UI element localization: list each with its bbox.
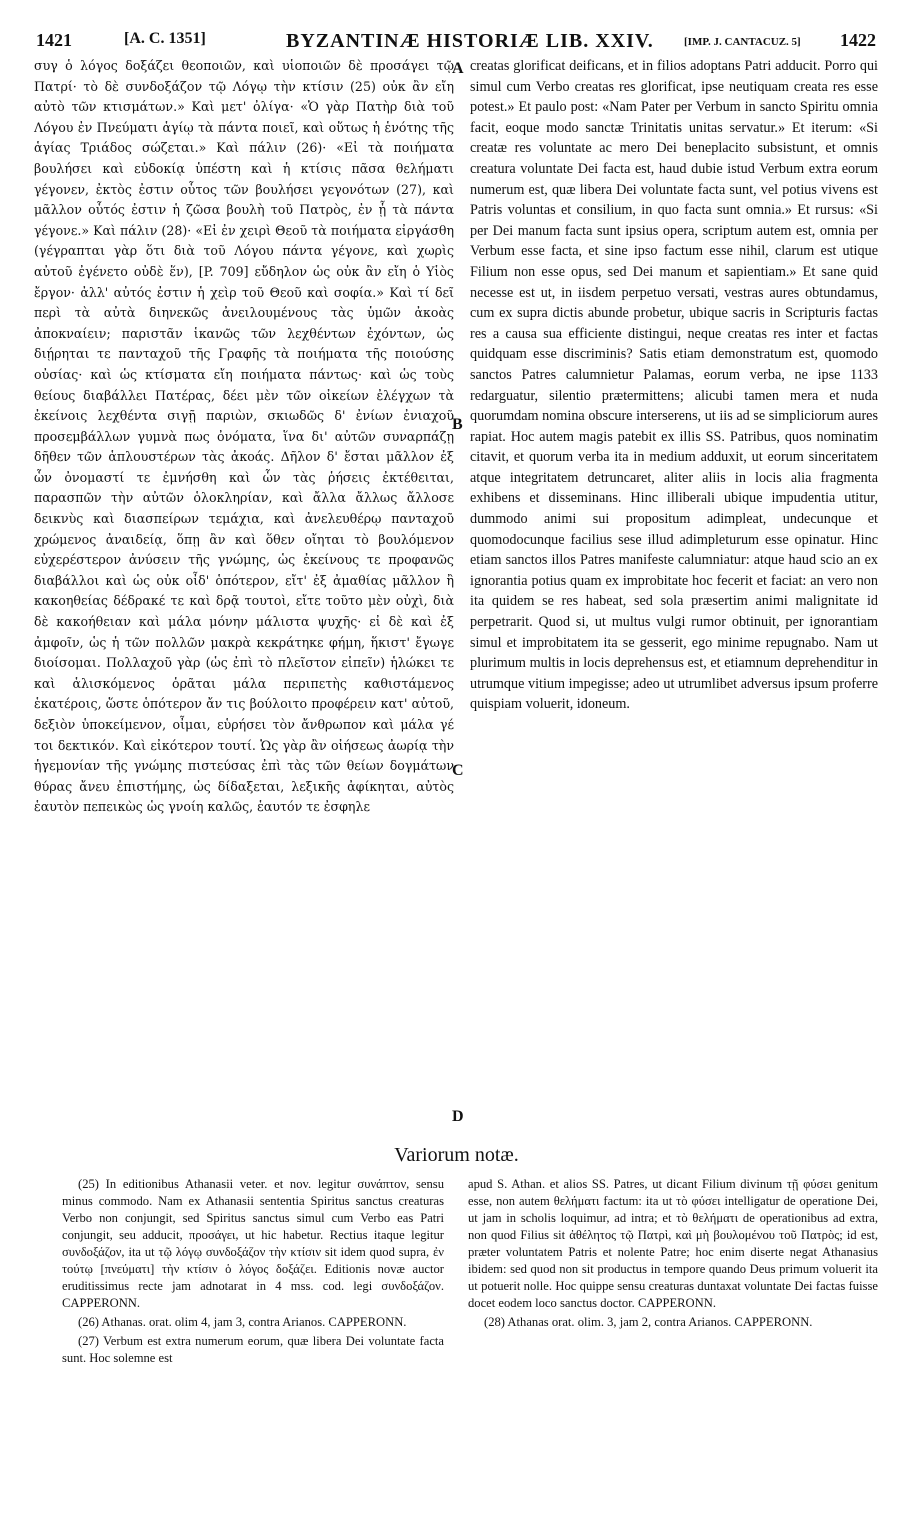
page-number-left: 1421: [36, 30, 72, 50]
greek-text: συγ ὁ λόγος δοξάζει θεοποιῶν, καὶ υἱοποιῶν δὲ προσάγει τῷ Πατρί· τὸ δὲ συνδοξάζον τῷ Λόγῳ τὴν κτίσιν (25) οὐκ ἂν εἴη αὐτὸ τῶν κτισμάτων.» Καὶ μετ' ὀλίγα· «Ὁ γὰρ Πατὴρ διὰ τοῦ Λόγου ἐν Πνεύματι ἁγίῳ τὰ πάντα ποιεῖ, καὶ οὕτως ἡ ἑνότης τῆς ἁγίας Τριάδος σώζεται.» Καὶ πάλιν (26)· «Εἰ τὰ ποιήματα βουλήσει καὶ εὐδοκίᾳ ὑπέστη καὶ ἡ κτίσις πᾶσα θελήματι γέγονεν, ἐκτὸς ἐστιν οὗτος τῶν βουλήσει γεγονότων (27), καὶ μᾶλλον οὗτός ἐστιν ἡ ζῶσα βουλὴ τοῦ Πατρὸς, ἐν ᾗ τὰ πάντα γέγονε.» Καὶ πάλιν (28)· «Εἰ ἐν χειρὶ Θεοῦ τὰ ποιήματα εἰργάσθη (γέγραπται γὰρ ὅτι διὰ τοῦ Λόγου πάντα γέγονε, καὶ χωρὶς αὐτοῦ ἐγένετο οὐδὲ ἕν), [P. 709] εὔδηλον ὡς οὐκ ἂν εἴη ὁ Υἱὸς ἔργον· ἀλλ' αὐτός ἐστιν ἡ χεὶρ τοῦ Θεοῦ καὶ σοφία.» Καὶ τί δεῖ περὶ τὰ αὐτὰ διηνεκῶς ἀνειλουμένους τὰς ὑμῶν ἀκοὰς ἀποκναίειν; παριστᾶν ἱκανῶς τῶν λεχθέντων ἐχόντων, ὡς διῄρηται τε πανταχοῦ τῆς Γραφῆς τὰ ποιήματα τῆς ποιούσης οὐσίας· καὶ ὡς κτίσματα εἴη ποιήματα πάντως· καὶ ὡς τοὺς θείους διαβάλλει Πατέρας, δέει μὲν τῶν οἰκείων ἐλέγχων τὰ ἐκείνοις λεχθέντα σιγῇ παριὼν, σκιωδῶς δ' ἐνίων ἐνιαχοῦ προσεμβάλλων γυμνὰ πως ὀνόματα, ἵνα δι' αὐτῶν συναρπάζῃ δῆθεν τῶν ἁπλουστέρων τὰς ἀκοάς. Δῆλον δ' ἔσται μᾶλλον ἐξ ὧν ὀνομαστί τε ἐμνήσθη καὶ ὧν τὰς ῥήσεις ἐκτέθειται, παρασπῶν τὴν αὐτῶν ὁλοκληρίαν, καὶ ἄλλα ἄλλως ἄλλοσε δεικνὺς καὶ διασπείρων τεμάχια, καὶ ἀνελευθέρῳ πανταχοῦ χρώμενος ἀναιδείᾳ, ὅπῃ ἂν καὶ ὅθεν οἴηται τὸ βουλόμενον εὐχερέστερον ἀνύσειν τῆς γνώμης, ὡς ἐκείνους τε προφανῶς διαβάλλοι καὶ ὡς οὐκ οἶδ' ὁπότερον, εἴτ' ἐξ ἀμαθίας μᾶλλον ἢ κακοηθείας δέδρακέ τε καὶ δρᾷ τουτοὶ, εἴτε τοῦτο μὲν οὐχὶ, διὰ δὲ κακοήθειαν καὶ μάλα μόνην μάλιστα ψυχῆς· εἰ δὲ καὶ ἐξ ἀμφοῖν, ὡς ἡ τῶν πολλῶν μακρὰ κεκράτηκε φήμη, ἥκιστ' ἔγωγε διοίσομαι. Πολλαχοῦ γὰρ (ὡς ἐπὶ τὸ πλεῖστον εἰπεῖν) ἡλώκει τε καὶ ἁλισκόμενος ὁρᾶται μάλα περιπετὴς καθιστάμενος ἑκατέροις, ὥστε ὁπότερον ἄν τις βούλοιτο προφέρειν κατ' αὐτοῦ, δεξιὸν ὑποκείμενον, οἶμαι, εὑρήσει τὸν ἄνθρωπον καὶ μάλα γέ τοι δεκτικόν. Καὶ εἰκότερον τουτί. Ὡς γὰρ ἂν οἰήσεως ἀωρίᾳ τὴν ἡγεμονίαν τῆς γνώμης πιστεύσας ἐπὶ τὰς τῶν θείων δογμάτων θύρας ἄνευ ἐπιστήμης, ὡς δίδαξεται, λεξικῆς ἀφίκηται, αὐτὸς ἑαυτὸν πεπεικὼς ὡς γνοίη καλῶς, ἑαυτόν τε ἐσφηλε: [34, 58, 454, 815]
notes-right-column: [468, 1176, 878, 1333]
margin-marker-b: B: [452, 416, 463, 433]
page-number-right: 1422: [840, 30, 876, 50]
running-title: BYZANTINÆ HISTORIÆ LIB. XXIV.: [286, 30, 654, 52]
note-27: (27) Verbum est extra numerum eorum, quæ libera Dei voluntate facta sunt. Hoc solemne est: [62, 1334, 444, 1365]
margin-marker-c: C: [452, 762, 464, 779]
running-header: [36, 30, 876, 52]
margin-marker-a: A: [452, 60, 464, 77]
era-label: [A. C. 1351]: [124, 30, 206, 47]
latin-column: [470, 56, 878, 715]
note-28: (28) Athanas orat. olim. 3, jam 2, contra Arianos. CAPPERONN.: [484, 1315, 813, 1329]
notes-heading: Variorum notæ.: [394, 1144, 519, 1166]
greek-column: [34, 56, 454, 818]
imperator-label: [IMP. J. CANTACUZ. 5]: [684, 36, 801, 48]
latin-text: creatas glorificat deificans, et in filios adoptans Patri adducit. Porro qui simul cum Verbo creatas res glorificat, ipse neutiquam creata res esse potest.» Et paulo post: «Nam Pater per Verbum in sancto Spiritu omnia facit, eoque modo sanctæ Trinitatis unitas servatur.» Et iterum: «Si creatæ res voluntate ac mero Dei beneplacito subsistunt, et omnis creatura voluntate Dei facta est, haud dubie istud Verbum extra eorum numerum est, quæ libera Dei voluntate facta sunt, vel potius vivens est Patris voluntas et consilium, in quo facta sunt omnia.» Et rursus: «Si per Dei manum facta sunt ipsius opera, scriptum autem est, omnia per Verbum esse facta, et sine ipso factum esse nihil, clarum est utique Filium non esse opus, sed Dei manum et sapientiam.» Et sane quid necesse est ut, in iisdem perpetuo versati, vestras aures obtundamus, cum ex supra dictis abunde probetur, ubique sacris in Scripturis factas res a causa sua efficiente distingui, neque creatas res inter et factas quidquam esse discriminis? Satis etiam demonstratum est, quomodo sanctos Patres calumnietur Palamas, eorum verba, ne ipse 1133 redarguatur, silentio prætermittens; alicubi tamen mera et nuda quorumdam nomina obscure interserens, ut iis ad se simpliciorum aures rapiat. Hoc autem magis patebit ex illis SS. Patribus, quos nominatim citavit, et quorum verba ita in medium adduxit, ut eorum sinceritatem atque integritatem detruncaret, aliter aliis in locis alia fragmenta exhibens et disseminans. Hinc illiberali ubique impudentia utitur, dummodo animi sui propositum adimpleat, undecunque et quomodocunque facilius sese illud adimpleturum esse opinatur. Hinc etiam sanctos illos Patres manifeste calumniatur: atque haud scio an ex ignorantia potius quam ex improbitate hoc fecerit et faciat: an vero non ita quidem se res habeat, sed sola præsertim animi malignitate id perpetrarit. Quod si, ut multus vulgi rumor obtinuit, per ignorantiam simul et improbitatem ita se gesserit, ego minime repugnabo. Nam ut plurimum multis in locis deprehensus est, et etiamnum deprehenditur in utrumque vitium impegisse; adeo ut utrumlibet adversus ipsum proferre quispiam voluerit, idoneum.: [470, 58, 878, 713]
margin-marker-d: D: [452, 1108, 464, 1125]
notes-left-column: [62, 1176, 444, 1369]
note-25: (25) In editionibus Athanasii veter. et nov. legitur συνάπτον, sensu minus commodo. Nam ex Athanasii sententia Spiritus sanctus creaturas Verbo non conjungit, sed Spiritus sanctus simul cum Verbo eas Patri conjungit, seu adducit, προσάγει, ut hic habetur. Rectius itaque legitur συνδοξάζον, ita ut τῷ λόγῳ συνδοξάζον τὴν κτίσιν sit idem quod supra, ἐν τούτῳ [πνεύματι] τὴν κτίσιν ὁ λόγος δοξάζει. Editionis novæ auctor eruditissimus recte jam adnotarat in 4 mss. cod. legi συνδοξάζον. CAPPERONN.: [62, 1177, 444, 1310]
note-27-continued: apud S. Athan. et alios SS. Patres, ut dicant Filium divinum τῇ φύσει genitum esse, non autem θελήματι factum: ita ut τὸ φύσει intelligatur de operatione Dei, ut jam in scholis loquimur, ad intra; et τὸ θελήματι de operationibus ad extra, non quod Filius sit ἀθέλητος τῷ Πατρὶ, καὶ μὴ βουλομένου τοῦ Πατρὸς; id est, præter voluntatem Patris et nolente Patre; hoc enim diserte negat Athanasius ibidem: sed quod non sit productus in tempore quando Deus primum voluerit ita ut potuerit nolle. Hoc quippe sensu creaturas duntaxat voluntate Dei factas fuisse docet eodem loco sanctus doctor. CAPPERONN.: [468, 1177, 878, 1310]
note-26: (26) Athanas. orat. olim 4, jam 3, contra Arianos. CAPPERONN.: [78, 1315, 407, 1329]
